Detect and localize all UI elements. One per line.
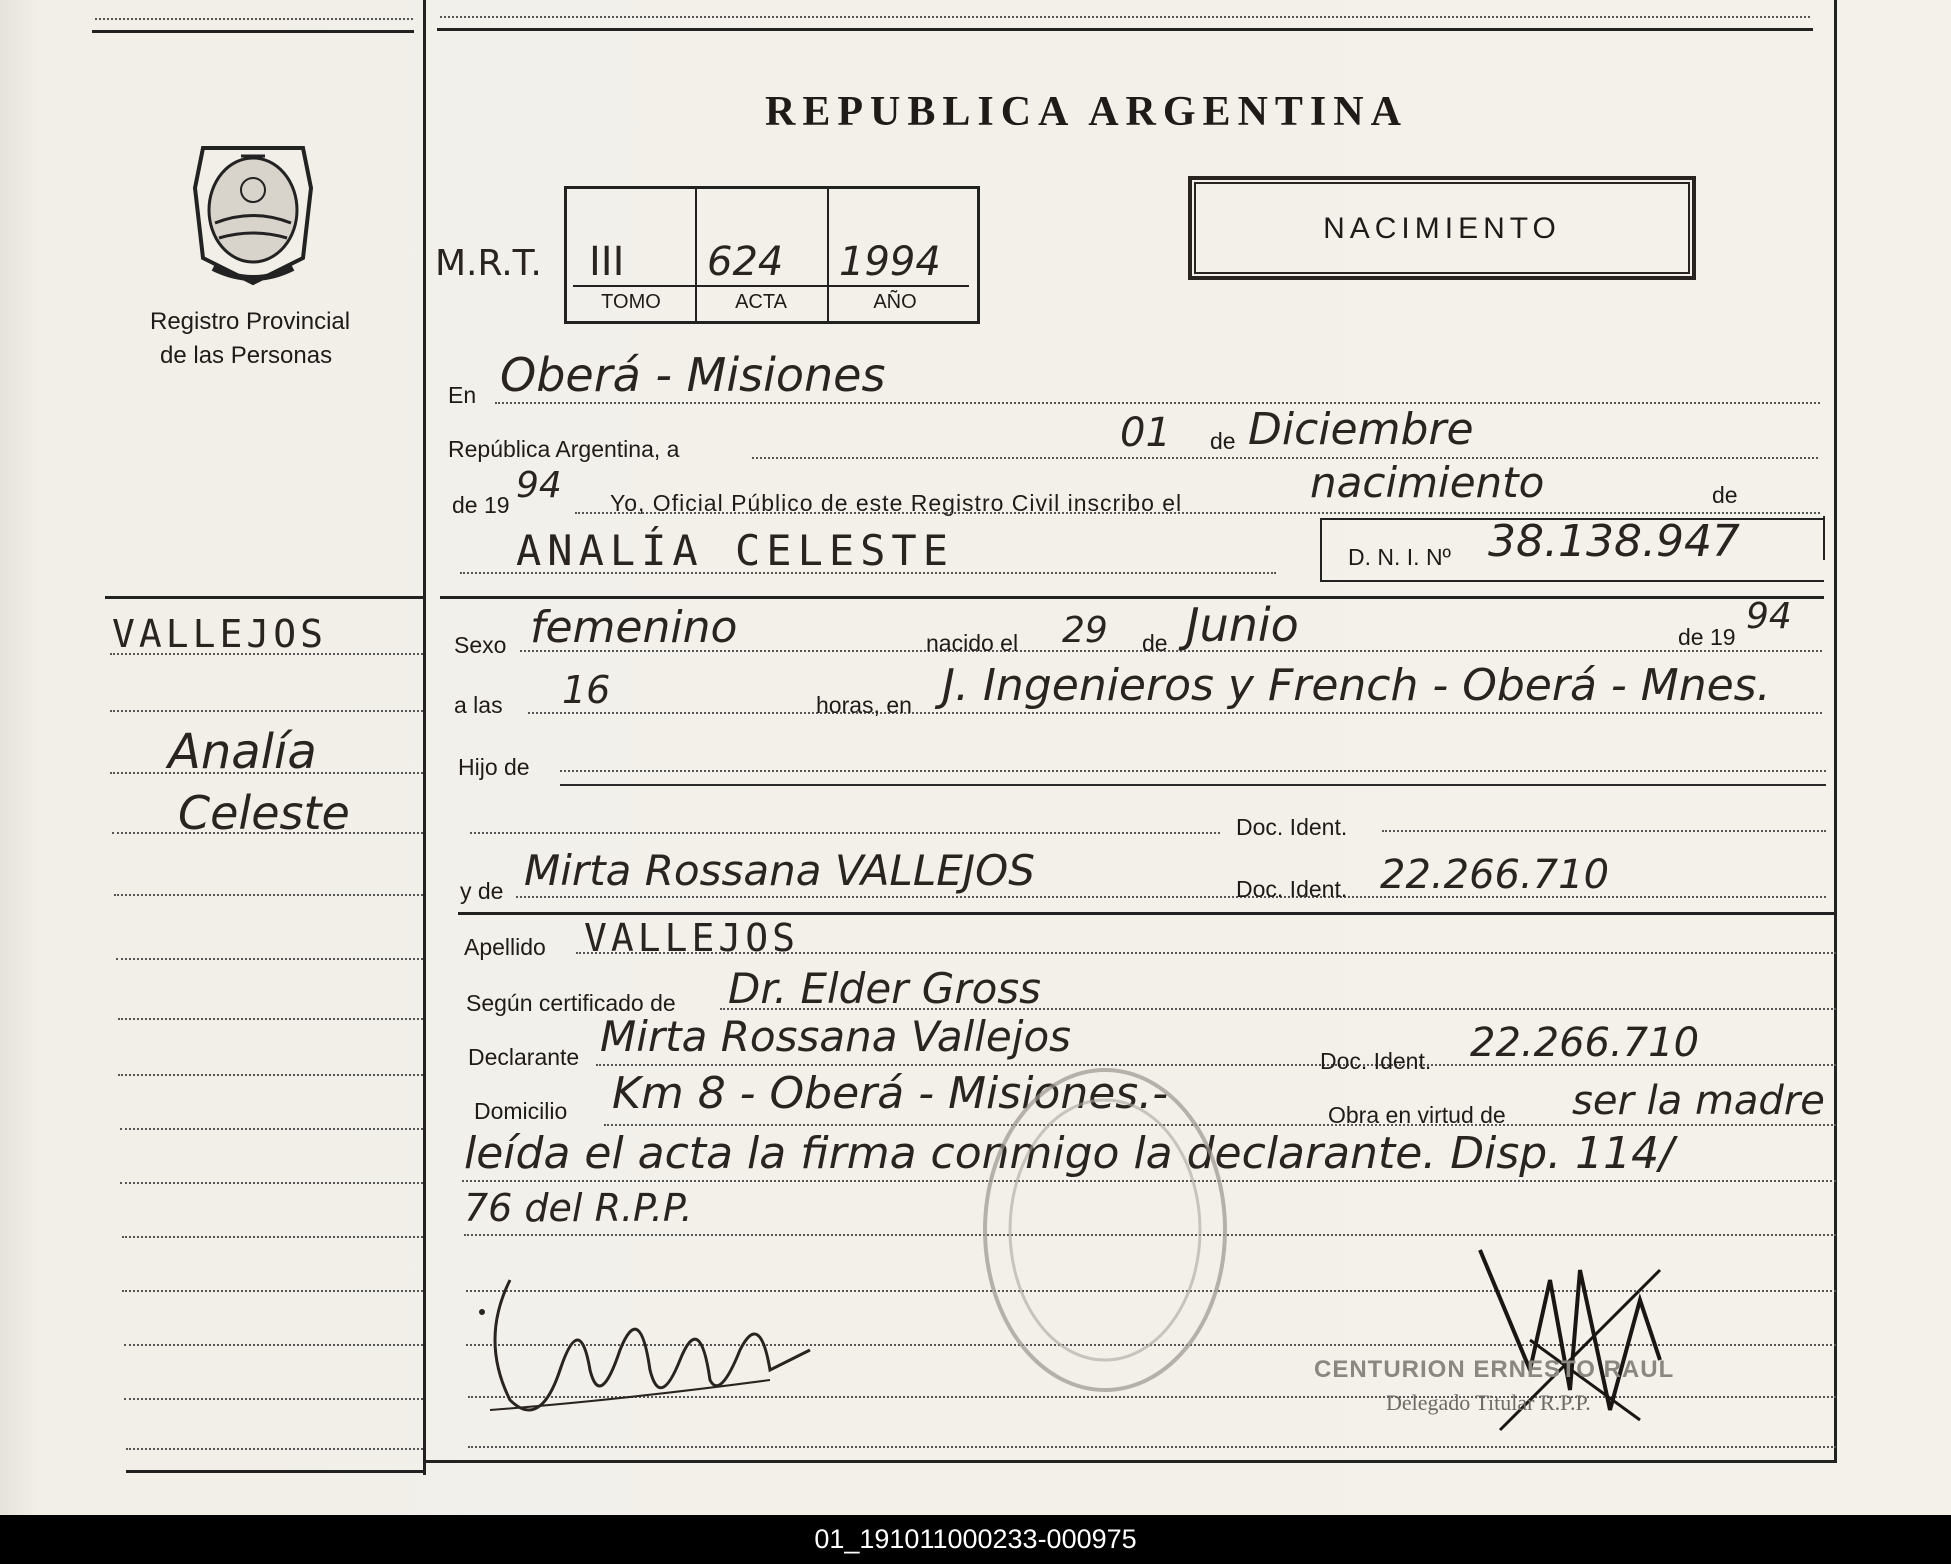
birth-de-label: de: [1142, 630, 1168, 656]
margin-given-name-2: Celeste: [178, 786, 350, 840]
sexo-label: Sexo: [454, 632, 507, 658]
date-line: [752, 457, 1818, 459]
certificate-doctor: Dr. Elder Gross: [728, 964, 1042, 1013]
note-line-1: leída el acta la firma conmigo la declarante. Disp. 114/: [464, 1128, 1674, 1179]
margin-top-rule: [105, 596, 425, 599]
margin-bottom-rule: [126, 1470, 423, 1473]
parents-rule: [458, 912, 1834, 915]
de-label: de: [1210, 428, 1236, 454]
margin-surname: VALLEJOS: [112, 612, 328, 656]
registration-year: 94: [516, 465, 562, 506]
father-doc-value-line: [1382, 830, 1826, 832]
margin-line: [124, 1398, 423, 1400]
en-line: [495, 402, 1820, 404]
hijo-rule: [560, 784, 1826, 786]
father-doc-label: Doc. Ident.: [1236, 814, 1348, 840]
top-rule-left: [92, 30, 414, 33]
declarant-signature-icon: [470, 1250, 850, 1440]
margin-line: [118, 1074, 423, 1076]
birth-hour: 16: [562, 668, 611, 712]
anio-value: 1994: [839, 239, 941, 285]
dni-number: 38.138.947: [1488, 516, 1740, 567]
margin-given-name-1: Analía: [168, 724, 317, 780]
horas-label: horas, en: [816, 692, 912, 718]
dni-box: [1320, 518, 1824, 582]
registration-month: Diciembre: [1248, 404, 1474, 455]
top-rule-right: [437, 28, 1813, 31]
obra-value: ser la madre: [1572, 1078, 1825, 1124]
birth-year: 94: [1746, 596, 1792, 637]
alas-line: [528, 712, 1822, 714]
mother-doc-number: 22.266.710: [1380, 852, 1610, 898]
margin-line: [114, 894, 423, 896]
apellido-label: Apellido: [464, 934, 546, 960]
margin-line: [110, 710, 423, 712]
official-name: CENTURION ERNESTO RAUL: [1314, 1356, 1675, 1383]
statement-line: [575, 512, 1820, 514]
margin-line: [122, 1290, 423, 1292]
note-line: [468, 1446, 1836, 1448]
sex-value: femenino: [530, 602, 738, 653]
address-value: Km 8 - Oberá - Misiones.-: [612, 1068, 1169, 1119]
margin-line: [110, 772, 423, 774]
official-title: Delegado Titular R.P.P.: [1386, 1390, 1591, 1415]
alas-label: a las: [454, 692, 503, 718]
right-border: [1834, 0, 1837, 1462]
dni-label: D. N. I. Nº: [1348, 544, 1451, 570]
registry-box-divider: [695, 189, 697, 321]
registry-box-divider: [827, 189, 829, 321]
hijo-line: [560, 770, 1826, 772]
registry-name-line2: de las Personas: [160, 342, 333, 369]
segun-line: [720, 1008, 1836, 1010]
margin-line: [122, 1236, 423, 1238]
birth-month: Junio: [1186, 598, 1299, 652]
domicilio-label: Domicilio: [474, 1098, 568, 1124]
birth-de19-label: de 19: [1678, 624, 1736, 650]
margin-line: [120, 1128, 423, 1130]
registry-box-baseline: [573, 285, 969, 287]
de-end-label: de: [1712, 482, 1738, 508]
margin-line: [126, 1448, 423, 1450]
anio-label: AÑO: [873, 291, 917, 313]
declarante-doc-label: Doc. Ident.: [1320, 1048, 1432, 1074]
sexo-line: [520, 650, 1822, 652]
margin-line: [116, 958, 423, 960]
de19-label: de 19: [452, 492, 510, 518]
declarante-label: Declarante: [468, 1044, 580, 1070]
republica-label: República Argentina, a: [448, 436, 680, 462]
margin-line: [120, 1182, 423, 1184]
registration-day: 01: [1120, 410, 1171, 456]
registry-name-line1: Registro Provincial: [150, 308, 351, 335]
acta-label: ACTA: [735, 291, 787, 313]
obra-label: Obra en virtud de: [1328, 1102, 1506, 1128]
declarant-name: Mirta Rossana Vallejos: [600, 1012, 1072, 1061]
column-divider: [423, 0, 426, 1475]
declarant-doc-number: 22.266.710: [1470, 1020, 1700, 1066]
act-type-label: NACIMIENTO: [1323, 212, 1561, 245]
tomo-value: III: [589, 239, 625, 285]
dni-box-end: [1823, 516, 1825, 560]
nacido-label: nacido el: [926, 630, 1019, 656]
child-given-names: ANALÍA CELESTE: [516, 526, 955, 575]
top-dotted-line-left: [95, 18, 413, 20]
name-line: [460, 572, 1276, 574]
apellido-line: [576, 952, 1836, 954]
note-line-2: 76 del R.P.P.: [464, 1186, 693, 1230]
father-doc-line: [470, 832, 1220, 834]
mrt-prefix: M.R.T.: [435, 243, 542, 284]
birth-place: J. Ingenieros y French - Oberá - Mnes.: [942, 660, 1771, 711]
margin-line: [112, 832, 423, 834]
en-label: En: [448, 382, 477, 408]
hijo-label: Hijo de: [458, 754, 530, 780]
act-type-box: [1188, 176, 1696, 280]
place-of-registration: Oberá - Misiones: [500, 348, 886, 402]
inscription-type: nacimiento: [1310, 458, 1545, 507]
mother-name: Mirta Rossana VALLEJOS: [524, 846, 1035, 895]
acta-value: 624: [707, 239, 784, 285]
yde-label: y de: [460, 878, 504, 904]
margin-line: [124, 1344, 423, 1346]
top-dotted-line-right: [440, 16, 1810, 18]
mother-doc-label: Doc. Ident.: [1236, 876, 1348, 902]
bottom-rule: [423, 1460, 1837, 1463]
official-statement: Yo, Oficial Público de este Registro Civil inscribo el: [610, 490, 1183, 516]
margin-line: [118, 1018, 423, 1020]
official-stamp-icon: [975, 1060, 1235, 1400]
country-title: REPUBLICA ARGENTINA: [765, 89, 1408, 135]
provincial-seal-icon: [183, 128, 323, 288]
registry-box: [564, 186, 980, 324]
segun-label: Según certificado de: [466, 990, 676, 1016]
document-id-footer: 01_191011000233-000975: [0, 1515, 1951, 1564]
surname-value: VALLEJOS: [584, 916, 800, 960]
margin-line: [110, 653, 423, 655]
birth-day: 29: [1062, 610, 1108, 651]
mother-line: [516, 896, 1826, 898]
tomo-label: TOMO: [601, 291, 661, 313]
section-rule: [440, 596, 1824, 599]
